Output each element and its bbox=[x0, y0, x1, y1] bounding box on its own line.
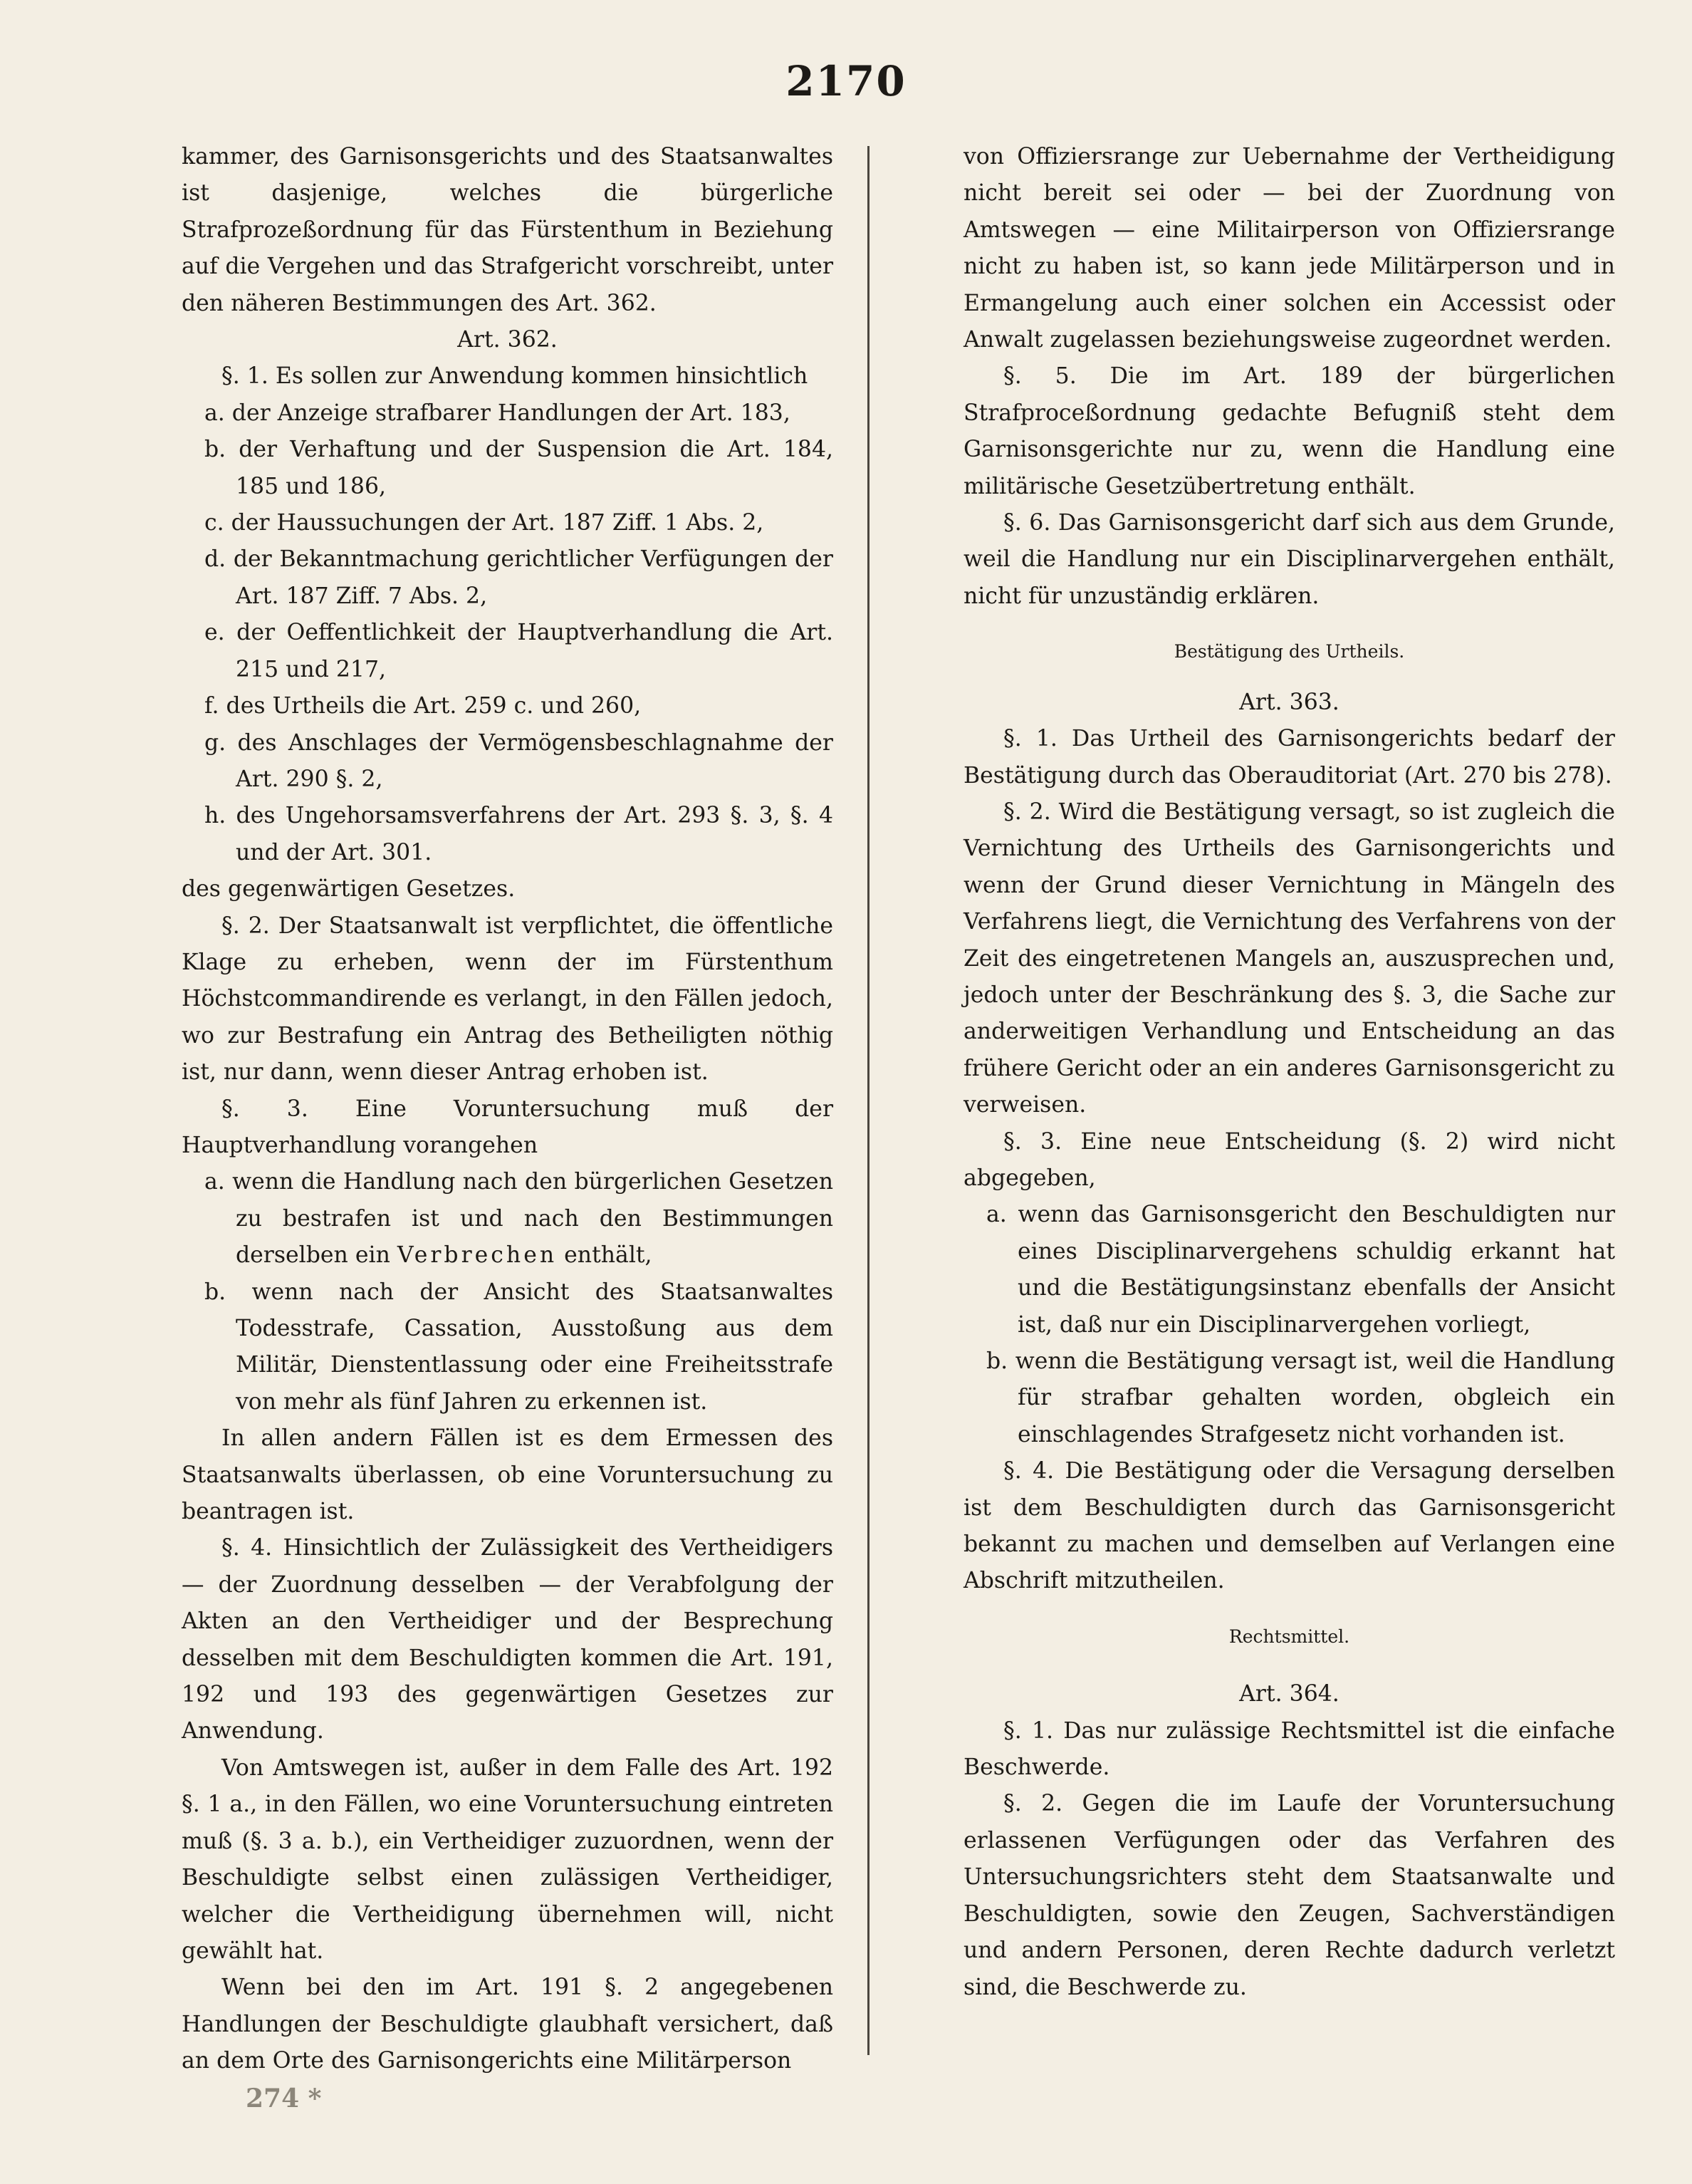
s3-a-after: enthält, bbox=[557, 1242, 652, 1269]
art362-s4-when: Wenn bei den im Art. 191 §. 2 angegebenen Handlungen der Beschuldigte glaubhaft versichert, daß an dem Orte des Garnisongerichts eine Militärperson bbox=[182, 1975, 833, 2074]
art363-s3: §. 3. Eine neue Entscheidung (§. 2) wird nicht abgegeben, bbox=[964, 1128, 1615, 1191]
art364-s1: §. 1. Das nur zulässige Rechtsmittel ist die einfache Beschwerde. bbox=[964, 1717, 1615, 1781]
art362-s3-item-a bbox=[182, 1164, 833, 1274]
art362-s4: §. 4. Hinsichtlich der Zulässigkeit des Vertheidigers — der Zuordnung desselben — der Verabfolgung der Akten an den Vertheidiger und der Besprechung desselben mit dem Beschuldigten kommen die Art. 191, 192 und 193 des gegenwärtigen Gesetzes zur Anwendung. bbox=[182, 1535, 833, 1744]
art362-s1-item-h: h. des Ungehorsamsverfahrens der Art. 293 §. 3, §. 4 und der Art. 301. bbox=[204, 803, 833, 865]
paragraph-intro: kammer, des Garnisonsgerichts und des Staatsanwaltes ist dasjenige, welches die bürgerliche Strafprozeßordnung für das Fürstenthum in Beziehung auf die Vergehen und das Strafgericht vorschreibt, unter den näheren Bestimmungen des Art. 362. bbox=[182, 144, 833, 316]
art363-s3-item-a: a. wenn das Garnisonsgericht den Beschuldigten nur eines Disciplinarvergehens schuldig erkannt hat und die Bestätigungsinstanz ebenfalls der Ansicht ist, daß nur ein Disciplinarvergehen vorliegt, bbox=[986, 1202, 1615, 1338]
art362-s3-lead: §. 3. Eine Voruntersuchung muß der Hauptverhandlung vorangehen bbox=[182, 1096, 833, 1158]
art363-s3-item-b: b. wenn die Bestätigung versagt ist, weil die Handlung für strafbar gehalten worden, obgleich ein einschlagendes Strafgesetz nicht vorhanden ist. bbox=[986, 1348, 1615, 1447]
art362-s4-ex-officio: Von Amtswegen ist, außer in dem Falle des Art. 192 §. 1 a., in den Fällen, wo eine Voruntersuchung eintreten muß (§. 3 a. b.), ein Vertheidiger zuzuordnen, wenn der Beschuldigte selbst einen zulässigen Vertheidiger, welcher die Vertheidigung übernehmen will, nicht gewählt hat. bbox=[182, 1754, 833, 1964]
signature-mark: 274 * bbox=[246, 2084, 322, 2113]
art362-s6: §. 6. Das Garnisonsgericht darf sich aus dem Grunde, weil die Handlung nur ein Disciplinarvergehen enthält, nicht für unzuständig erklären. bbox=[964, 510, 1615, 609]
art364-s2: §. 2. Gegen die im Laufe der Voruntersuchung erlassenen Verfügungen oder das Verfahren des Untersuchungsrichters steht dem Staatsanwalte und Beschuldigten, sowie den Zeugen, Sachverständigen und andern Personen, deren Rechte dadurch verletzt sind, die Beschwerde zu. bbox=[964, 1791, 1615, 2000]
art362-s1-item-e: e. der Oeffentlichkeit der Hauptverhandlung die Art. 215 und 217, bbox=[204, 620, 833, 682]
art362-s5: §. 5. Die im Art. 189 der bürgerlichen Strafproceßordnung gedachte Befugniß steht dem Garnisonsgerichte nur zu, wenn die Handlung eine militärische Gesetzübertretung enthält. bbox=[964, 363, 1615, 499]
subheading-remedy: Rechtsmittel. bbox=[1228, 1626, 1350, 1647]
art362-s1-item-a: a. der Anzeige strafbarer Handlungen der Art. 183, bbox=[204, 400, 790, 426]
right-column bbox=[964, 139, 1615, 2006]
art362-s1-item-d: d. der Bekanntmachung gerichtlicher Verfügungen der Art. 187 Ziff. 7 Abs. 2, bbox=[204, 546, 833, 609]
art362-s3-item-b: b. wenn nach der Ansicht des Staatsanwaltes Todesstrafe, Cassation, Ausstoßung aus dem Militär, Dienstentlassung oder eine Freiheitsstrafe von mehr als fünf Jahren zu erkennen ist. bbox=[204, 1279, 833, 1415]
art363-s4: §. 4. Die Bestätigung oder die Versagung derselben ist dem Beschuldigten durch das Garnisonsgericht bekannt zu machen und demselben auf Verlangen eine Abschrift mitzutheilen. bbox=[964, 1458, 1615, 1594]
left-column bbox=[182, 139, 833, 2080]
art362-s1-item-b: b. der Verhaftung und der Suspension die Art. 184, 185 und 186, bbox=[204, 437, 833, 499]
art362-s2: §. 2. Der Staatsanwalt ist verpflichtet, die öffentliche Klage zu erheben, wenn der im Fürstenthum Höchstcommandirende es verlangt, in den Fällen jedoch, wo zur Bestrafung ein Antrag des Betheiligten nöthig ist, nur dann, wenn dieser Antrag erhoben ist. bbox=[182, 912, 833, 1086]
art364-heading: Art. 364. bbox=[1239, 1681, 1340, 1707]
column-divider bbox=[867, 146, 870, 2055]
s3-a-spaced: Verbrechen bbox=[397, 1242, 558, 1269]
art363-s2: §. 2. Wird die Bestätigung versagt, so ist zugleich die Vernichtung des Urtheils des Garnisongerichts und wenn der Grund dieser Vernichtung in Mängeln des Verfahrens liegt, die Vernichtung des Verfahrens von der Zeit des eingetretenen Mangels an, auszusprechen und, jedoch unter der Beschränkung des §. 3, die Sache zur anderweitigen Verhandlung und Entscheidung an das frühere Gericht oder an ein anderes Garnisonsgericht zu verweisen. bbox=[964, 799, 1615, 1118]
art362-s1-item-c: c. der Haussuchungen der Art. 187 Ziff. 1 Abs. 2, bbox=[204, 510, 764, 536]
art362-s1-lead: §. 1. Es sollen zur Anwendung kommen hinsichtlich bbox=[221, 363, 808, 390]
art363-s1: §. 1. Das Urtheil des Garnisongerichts bedarf der Bestätigung durch das Oberauditoriat (Art. 270 bis 278). bbox=[964, 726, 1615, 789]
subheading-confirmation: Bestätigung des Urtheils. bbox=[1174, 641, 1405, 662]
art362-s1-item-g: g. des Anschlages der Vermögensbeschlagnahme der Art. 290 §. 2, bbox=[204, 729, 833, 792]
art362-s1-close: des gegenwärtigen Gesetzes. bbox=[182, 876, 516, 903]
art362-s3-other: In allen andern Fällen ist es dem Ermessen des Staatsanwalts überlassen, ob eine Voruntersuchung zu beantragen ist. bbox=[182, 1425, 833, 1525]
art362-heading: Art. 362. bbox=[457, 327, 558, 353]
art363-heading: Art. 363. bbox=[1239, 689, 1340, 715]
art362-s1-item-f: f. des Urtheils die Art. 259 c. und 260, bbox=[204, 693, 642, 719]
page-number: 2170 bbox=[785, 57, 907, 105]
paragraph-continued: von Offiziersrange zur Uebernahme der Vertheidigung nicht bereit sei oder — bei der Zuordnung von Amtswegen — eine Militairperson von Offiziersrange nicht zu haben ist, so kann jede Militärperson und in Ermangelung auch einer solchen ein Accessist oder Anwalt zugelassen beziehungsweise zugeordnet werden. bbox=[964, 144, 1615, 353]
s3-a-before: a. wenn die Handlung nach den bürgerlichen Gesetzen zu bestrafen ist und nach den Bestimmungen derselben ein bbox=[204, 1169, 833, 1269]
